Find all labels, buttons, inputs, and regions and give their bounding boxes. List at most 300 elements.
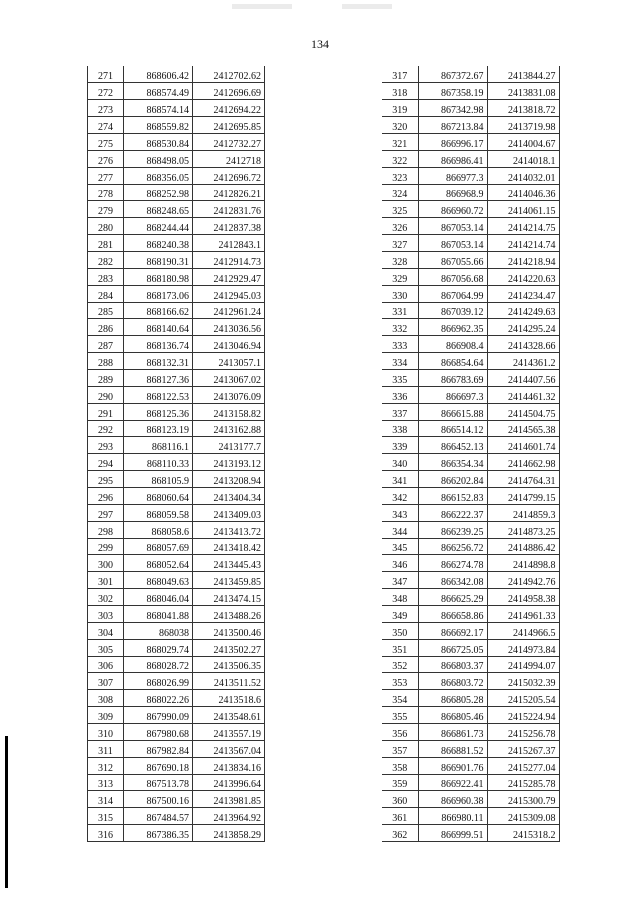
point-number-cell: 347 (382, 572, 418, 589)
table-row (88, 589, 265, 606)
x-coordinate-cell: 868060.64 (124, 487, 193, 504)
point-number-cell: 353 (382, 673, 418, 690)
table-row (382, 83, 559, 100)
y-coordinate-cell: 2413459.85 (193, 572, 265, 589)
point-number-cell: 299 (88, 538, 124, 555)
point-number-cell: 288 (88, 353, 124, 370)
x-coordinate-cell: 866222.37 (418, 504, 487, 521)
table-row (382, 66, 559, 83)
point-number-cell: 287 (88, 336, 124, 353)
x-coordinate-cell: 866692.17 (418, 622, 487, 639)
table-row (382, 201, 559, 218)
x-coordinate-cell: 867213.84 (418, 117, 487, 134)
point-number-cell: 309 (88, 707, 124, 724)
table-row (382, 808, 559, 825)
x-coordinate-cell: 868530.84 (124, 133, 193, 150)
y-coordinate-cell: 2414214.75 (487, 218, 559, 235)
table-row (88, 690, 265, 707)
point-number-cell: 321 (382, 133, 418, 150)
point-number-cell: 277 (88, 167, 124, 184)
x-coordinate-cell: 866968.9 (418, 184, 487, 201)
table-row (88, 403, 265, 420)
x-coordinate-cell: 868356.05 (124, 167, 193, 184)
point-number-cell: 342 (382, 487, 418, 504)
y-coordinate-cell: 2412831.76 (193, 201, 265, 218)
point-number-cell: 331 (382, 302, 418, 319)
x-coordinate-cell: 866514.12 (418, 420, 487, 437)
point-number-cell: 346 (382, 555, 418, 572)
point-number-cell: 323 (382, 167, 418, 184)
y-coordinate-cell: 2415205.54 (487, 690, 559, 707)
x-coordinate-cell: 868028.72 (124, 656, 193, 673)
y-coordinate-cell: 2413474.15 (193, 589, 265, 606)
table-row (88, 808, 265, 825)
x-coordinate-cell: 868244.44 (124, 218, 193, 235)
point-number-cell: 354 (382, 690, 418, 707)
coordinates-table-right (382, 66, 560, 842)
x-coordinate-cell: 867990.09 (124, 707, 193, 724)
x-coordinate-cell: 866202.84 (418, 471, 487, 488)
point-number-cell: 291 (88, 403, 124, 420)
table-row (88, 639, 265, 656)
y-coordinate-cell: 2415300.79 (487, 791, 559, 808)
x-coordinate-cell: 868052.64 (124, 555, 193, 572)
x-coordinate-cell: 867980.68 (124, 724, 193, 741)
y-coordinate-cell: 2413844.27 (487, 66, 559, 83)
table-row (88, 302, 265, 319)
x-coordinate-cell: 866960.38 (418, 791, 487, 808)
y-coordinate-cell: 2414961.33 (487, 606, 559, 623)
point-number-cell: 349 (382, 606, 418, 623)
x-coordinate-cell: 868122.53 (124, 386, 193, 403)
y-coordinate-cell: 2412929.47 (193, 268, 265, 285)
x-coordinate-cell: 868026.99 (124, 673, 193, 690)
point-number-cell: 284 (88, 285, 124, 302)
point-number-cell: 292 (88, 420, 124, 437)
table-row (382, 589, 559, 606)
x-coordinate-cell: 867484.57 (124, 808, 193, 825)
point-number-cell: 335 (382, 369, 418, 386)
table-row (88, 437, 265, 454)
table-row (382, 251, 559, 268)
point-number-cell: 352 (382, 656, 418, 673)
y-coordinate-cell: 2413036.56 (193, 319, 265, 336)
y-coordinate-cell: 2415224.94 (487, 707, 559, 724)
point-number-cell: 329 (382, 268, 418, 285)
point-number-cell: 300 (88, 555, 124, 572)
x-coordinate-cell: 868125.36 (124, 403, 193, 420)
y-coordinate-cell: 2412843.1 (193, 235, 265, 252)
y-coordinate-cell: 2413162.88 (193, 420, 265, 437)
table-row (88, 117, 265, 134)
point-number-cell: 361 (382, 808, 418, 825)
point-number-cell: 282 (88, 251, 124, 268)
x-coordinate-cell: 868498.05 (124, 150, 193, 167)
table-row (88, 167, 265, 184)
point-number-cell: 305 (88, 639, 124, 656)
y-coordinate-cell: 2413518.6 (193, 690, 265, 707)
x-coordinate-cell: 866725.05 (418, 639, 487, 656)
coordinates-table-left (87, 66, 265, 842)
table-row (88, 83, 265, 100)
table-row (88, 133, 265, 150)
table-row (88, 150, 265, 167)
x-coordinate-cell: 867342.98 (418, 100, 487, 117)
x-coordinate-cell: 868240.38 (124, 235, 193, 252)
point-number-cell: 316 (88, 825, 124, 842)
point-number-cell: 294 (88, 454, 124, 471)
y-coordinate-cell: 2414046.36 (487, 184, 559, 201)
point-number-cell: 281 (88, 235, 124, 252)
x-coordinate-cell: 868059.58 (124, 504, 193, 521)
x-coordinate-cell: 866854.64 (418, 353, 487, 370)
y-coordinate-cell: 2413500.46 (193, 622, 265, 639)
x-coordinate-cell: 866999.51 (418, 825, 487, 842)
y-coordinate-cell: 2412837.38 (193, 218, 265, 235)
y-coordinate-cell: 2413964.92 (193, 808, 265, 825)
table-row (382, 167, 559, 184)
x-coordinate-cell: 867500.16 (124, 791, 193, 808)
point-number-cell: 295 (88, 471, 124, 488)
y-coordinate-cell: 2414601.74 (487, 437, 559, 454)
y-coordinate-cell: 2412695.85 (193, 117, 265, 134)
point-number-cell: 280 (88, 218, 124, 235)
x-coordinate-cell: 868049.63 (124, 572, 193, 589)
x-coordinate-cell: 868058.6 (124, 521, 193, 538)
x-coordinate-cell: 868041.88 (124, 606, 193, 623)
table-row (382, 336, 559, 353)
y-coordinate-cell: 2412732.27 (193, 133, 265, 150)
x-coordinate-cell: 867982.84 (124, 740, 193, 757)
x-coordinate-cell: 868574.49 (124, 83, 193, 100)
y-coordinate-cell: 2413413.72 (193, 521, 265, 538)
x-coordinate-cell: 866239.25 (418, 521, 487, 538)
y-coordinate-cell: 2414461.32 (487, 386, 559, 403)
point-number-cell: 303 (88, 606, 124, 623)
point-number-cell: 290 (88, 386, 124, 403)
point-number-cell: 273 (88, 100, 124, 117)
x-coordinate-cell: 866803.72 (418, 673, 487, 690)
table-row (88, 572, 265, 589)
x-coordinate-cell: 868166.62 (124, 302, 193, 319)
y-coordinate-cell: 2413818.72 (487, 100, 559, 117)
y-coordinate-cell: 2414218.94 (487, 251, 559, 268)
y-coordinate-cell: 2414220.63 (487, 268, 559, 285)
y-coordinate-cell: 2414504.75 (487, 403, 559, 420)
table-row (382, 353, 559, 370)
y-coordinate-cell: 2414407.56 (487, 369, 559, 386)
y-coordinate-cell: 2413067.02 (193, 369, 265, 386)
table-row (88, 100, 265, 117)
table-row (382, 724, 559, 741)
y-coordinate-cell: 2414994.07 (487, 656, 559, 673)
point-number-cell: 293 (88, 437, 124, 454)
point-number-cell: 302 (88, 589, 124, 606)
point-number-cell: 297 (88, 504, 124, 521)
x-coordinate-cell: 866354.34 (418, 454, 487, 471)
y-coordinate-cell: 2413076.09 (193, 386, 265, 403)
table-row (382, 117, 559, 134)
y-coordinate-cell: 2413557.19 (193, 724, 265, 741)
table-row (382, 369, 559, 386)
point-number-cell: 314 (88, 791, 124, 808)
table-row (382, 319, 559, 336)
x-coordinate-cell: 868110.33 (124, 454, 193, 471)
y-coordinate-cell: 2414565.38 (487, 420, 559, 437)
point-number-cell: 337 (382, 403, 418, 420)
x-coordinate-cell: 866658.86 (418, 606, 487, 623)
point-number-cell: 326 (382, 218, 418, 235)
y-coordinate-cell: 2413193.12 (193, 454, 265, 471)
point-number-cell: 341 (382, 471, 418, 488)
x-coordinate-cell: 868190.31 (124, 251, 193, 268)
table-row (88, 420, 265, 437)
point-number-cell: 272 (88, 83, 124, 100)
table-row (382, 133, 559, 150)
point-number-cell: 343 (382, 504, 418, 521)
y-coordinate-cell: 2414295.24 (487, 319, 559, 336)
y-coordinate-cell: 2412696.69 (193, 83, 265, 100)
x-coordinate-cell: 866962.35 (418, 319, 487, 336)
x-coordinate-cell: 867513.78 (124, 774, 193, 791)
x-coordinate-cell: 868252.98 (124, 184, 193, 201)
x-coordinate-cell: 868559.82 (124, 117, 193, 134)
table-row (382, 757, 559, 774)
point-number-cell: 325 (382, 201, 418, 218)
y-coordinate-cell: 2414799.15 (487, 487, 559, 504)
x-coordinate-cell: 866452.13 (418, 437, 487, 454)
x-coordinate-cell: 866805.46 (418, 707, 487, 724)
point-number-cell: 298 (88, 521, 124, 538)
point-number-cell: 322 (382, 150, 418, 167)
point-number-cell: 345 (382, 538, 418, 555)
point-number-cell: 274 (88, 117, 124, 134)
x-coordinate-cell: 868173.06 (124, 285, 193, 302)
x-coordinate-cell: 867064.99 (418, 285, 487, 302)
x-coordinate-cell: 866783.69 (418, 369, 487, 386)
point-number-cell: 308 (88, 690, 124, 707)
table-row (88, 538, 265, 555)
table-row (382, 100, 559, 117)
table-row (382, 538, 559, 555)
y-coordinate-cell: 2415032.39 (487, 673, 559, 690)
x-coordinate-cell: 866922.41 (418, 774, 487, 791)
x-coordinate-cell: 868038 (124, 622, 193, 639)
table-row (88, 504, 265, 521)
table-row (382, 454, 559, 471)
x-coordinate-cell: 867053.14 (418, 235, 487, 252)
x-coordinate-cell: 866615.88 (418, 403, 487, 420)
table-row (88, 319, 265, 336)
table-row (382, 555, 559, 572)
table-row (382, 572, 559, 589)
point-number-cell: 332 (382, 319, 418, 336)
y-coordinate-cell: 2413996.64 (193, 774, 265, 791)
y-coordinate-cell: 2414018.1 (487, 150, 559, 167)
table-row (382, 235, 559, 252)
point-number-cell: 306 (88, 656, 124, 673)
x-coordinate-cell: 868132.31 (124, 353, 193, 370)
table-row (88, 673, 265, 690)
point-number-cell: 327 (382, 235, 418, 252)
table-row (382, 302, 559, 319)
point-number-cell: 286 (88, 319, 124, 336)
table-row (382, 740, 559, 757)
y-coordinate-cell: 2414966.5 (487, 622, 559, 639)
point-number-cell: 338 (382, 420, 418, 437)
y-coordinate-cell: 2413506.35 (193, 656, 265, 673)
table-row (88, 825, 265, 842)
y-coordinate-cell: 2413488.26 (193, 606, 265, 623)
table-row (88, 369, 265, 386)
table-row (88, 707, 265, 724)
y-coordinate-cell: 2413719.98 (487, 117, 559, 134)
y-coordinate-cell: 2414898.8 (487, 555, 559, 572)
point-number-cell: 344 (382, 521, 418, 538)
y-coordinate-cell: 2412826.21 (193, 184, 265, 201)
table-row (88, 218, 265, 235)
x-coordinate-cell: 866625.29 (418, 589, 487, 606)
table-row (88, 454, 265, 471)
x-coordinate-cell: 866152.83 (418, 487, 487, 504)
x-coordinate-cell: 867053.14 (418, 218, 487, 235)
x-coordinate-cell: 866881.52 (418, 740, 487, 757)
point-number-cell: 301 (88, 572, 124, 589)
y-coordinate-cell: 2414886.42 (487, 538, 559, 555)
table-row (382, 386, 559, 403)
point-number-cell: 328 (382, 251, 418, 268)
table-row (382, 403, 559, 420)
y-coordinate-cell: 2414004.67 (487, 133, 559, 150)
point-number-cell: 358 (382, 757, 418, 774)
y-coordinate-cell: 2413409.03 (193, 504, 265, 521)
y-coordinate-cell: 2413511.52 (193, 673, 265, 690)
point-number-cell: 304 (88, 622, 124, 639)
point-number-cell: 330 (382, 285, 418, 302)
point-number-cell: 348 (382, 589, 418, 606)
x-coordinate-cell: 866996.17 (418, 133, 487, 150)
y-coordinate-cell: 2412702.62 (193, 66, 265, 83)
y-coordinate-cell: 2413046.94 (193, 336, 265, 353)
coordinates-table-right-body (382, 66, 559, 842)
table-row (88, 555, 265, 572)
table-row (88, 235, 265, 252)
x-coordinate-cell: 866861.73 (418, 724, 487, 741)
table-row (88, 622, 265, 639)
table-row (382, 690, 559, 707)
point-number-cell: 318 (382, 83, 418, 100)
point-number-cell: 312 (88, 757, 124, 774)
y-coordinate-cell: 2413981.85 (193, 791, 265, 808)
page-number: 134 (311, 37, 329, 51)
table-row (382, 285, 559, 302)
point-number-cell: 359 (382, 774, 418, 791)
y-coordinate-cell: 2412696.72 (193, 167, 265, 184)
point-number-cell: 333 (382, 336, 418, 353)
y-coordinate-cell: 2413158.82 (193, 403, 265, 420)
point-number-cell: 315 (88, 808, 124, 825)
x-coordinate-cell: 868180.98 (124, 268, 193, 285)
x-coordinate-cell: 868127.36 (124, 369, 193, 386)
table-row (88, 353, 265, 370)
y-coordinate-cell: 2413418.42 (193, 538, 265, 555)
x-coordinate-cell: 868116.1 (124, 437, 193, 454)
y-coordinate-cell: 2414361.2 (487, 353, 559, 370)
point-number-cell: 339 (382, 437, 418, 454)
x-coordinate-cell: 867386.35 (124, 825, 193, 842)
y-coordinate-cell: 2415318.2 (487, 825, 559, 842)
table-row (382, 673, 559, 690)
table-row (382, 656, 559, 673)
table-row (382, 622, 559, 639)
table-row (88, 201, 265, 218)
point-number-cell: 356 (382, 724, 418, 741)
table-row (88, 487, 265, 504)
table-row (88, 336, 265, 353)
table-row (88, 757, 265, 774)
point-number-cell: 317 (382, 66, 418, 83)
table-row (382, 504, 559, 521)
table-row (88, 724, 265, 741)
table-row (88, 656, 265, 673)
y-coordinate-cell: 2414958.38 (487, 589, 559, 606)
table-row (382, 184, 559, 201)
y-coordinate-cell: 2412694.22 (193, 100, 265, 117)
point-number-cell: 350 (382, 622, 418, 639)
point-number-cell: 360 (382, 791, 418, 808)
point-number-cell: 285 (88, 302, 124, 319)
y-coordinate-cell: 2413548.61 (193, 707, 265, 724)
x-coordinate-cell: 868248.65 (124, 201, 193, 218)
y-coordinate-cell: 2413567.04 (193, 740, 265, 757)
table-row (382, 268, 559, 285)
y-coordinate-cell: 2415256.78 (487, 724, 559, 741)
point-number-cell: 351 (382, 639, 418, 656)
point-number-cell: 307 (88, 673, 124, 690)
point-number-cell: 340 (382, 454, 418, 471)
table-row (88, 791, 265, 808)
y-coordinate-cell: 2413404.34 (193, 487, 265, 504)
y-coordinate-cell: 2413445.43 (193, 555, 265, 572)
y-coordinate-cell: 2413208.94 (193, 471, 265, 488)
point-number-cell: 320 (382, 117, 418, 134)
y-coordinate-cell: 2413502.27 (193, 639, 265, 656)
x-coordinate-cell: 867039.12 (418, 302, 487, 319)
x-coordinate-cell: 867056.68 (418, 268, 487, 285)
x-coordinate-cell: 868136.74 (124, 336, 193, 353)
table-row (382, 639, 559, 656)
table-row (88, 606, 265, 623)
x-coordinate-cell: 867358.19 (418, 83, 487, 100)
x-coordinate-cell: 866980.11 (418, 808, 487, 825)
table-row (88, 268, 265, 285)
x-coordinate-cell: 866256.72 (418, 538, 487, 555)
y-coordinate-cell: 2414662.98 (487, 454, 559, 471)
header-smudge-left (232, 4, 292, 9)
point-number-cell: 311 (88, 740, 124, 757)
y-coordinate-cell: 2414764.31 (487, 471, 559, 488)
table-row (382, 487, 559, 504)
x-coordinate-cell: 866803.37 (418, 656, 487, 673)
point-number-cell: 357 (382, 740, 418, 757)
y-coordinate-cell: 2414328.66 (487, 336, 559, 353)
coordinates-table-left-body (88, 66, 265, 842)
y-coordinate-cell: 2412718 (193, 150, 265, 167)
x-coordinate-cell: 866960.72 (418, 201, 487, 218)
y-coordinate-cell: 2413057.1 (193, 353, 265, 370)
x-coordinate-cell: 868046.04 (124, 589, 193, 606)
table-row (88, 386, 265, 403)
